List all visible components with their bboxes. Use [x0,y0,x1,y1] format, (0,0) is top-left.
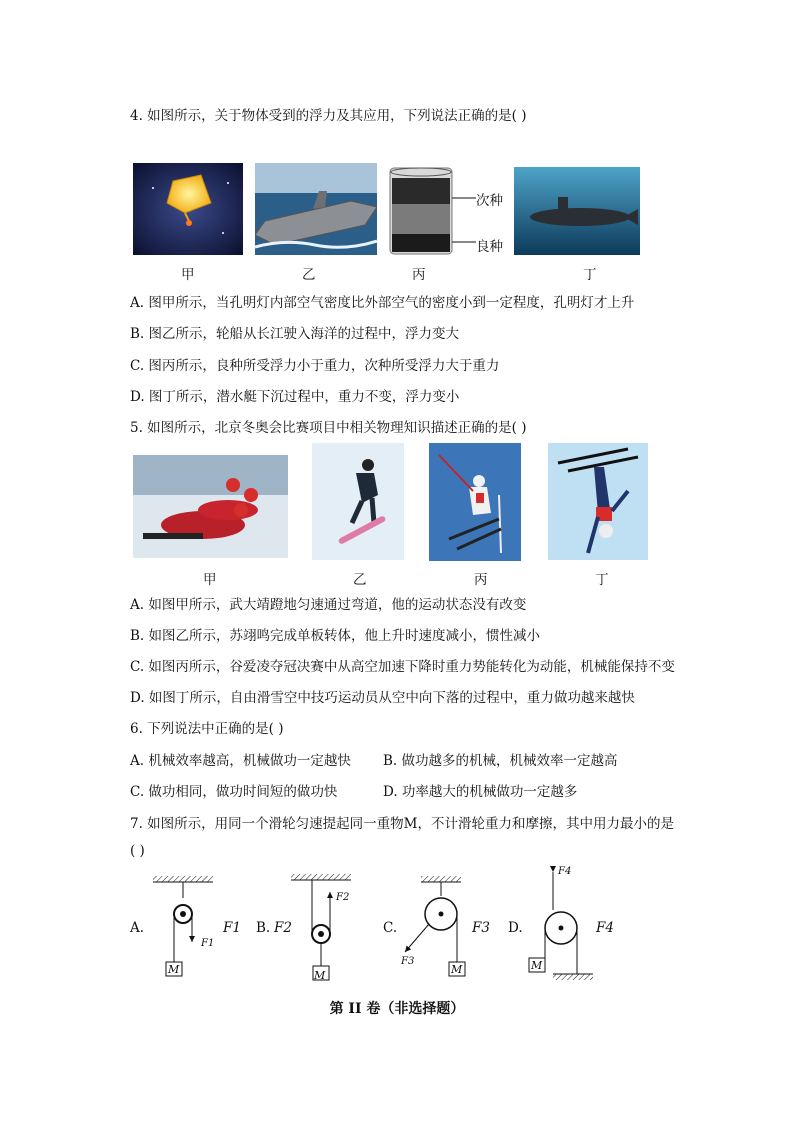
q5-image-aerials [548,443,648,560]
q5-image-snowboard [312,443,404,560]
q4-caption-yi: 乙 [302,267,316,283]
q6-option-a: A. 机械效率越高，机械做功一定越快 [130,753,351,769]
q4-option-d: D. 图丁所示，潜水艇下沉过程中，重力不变，浮力变小 [130,389,460,405]
q5-option-b: B. 如图乙所示，苏翊鸣完成单板转体，他上升时速度减小，惯性减小 [130,628,541,644]
q7-mass-d: M [531,959,543,972]
q6-option-c: C. 做功相同，做功时间短的做功快 [130,784,338,800]
q5-caption-jia: 甲 [203,572,217,588]
q7-stem: 7. 如图所示，用同一个滑轮匀速提起同一重物M，不计滑轮重力和摩擦，其中用力最小的是 [130,816,674,832]
label-seed-low: 次种 [476,193,503,209]
q4-caption-bing: 丙 [412,267,426,283]
section-title: 第 II 卷（非选择题） [329,1001,465,1017]
q7-opt-d: D. [508,920,523,936]
q7-mass-b: M [314,969,326,982]
q7-force-d-small: F4 [558,866,572,877]
q5-caption-bing: 丙 [474,572,488,588]
q7-force-a-small: F1 [201,938,215,949]
q5-stem: 5. 如图所示，北京冬奥会比赛项目中相关物理知识描述正确的是( ) [130,420,527,436]
q7-mass-c: M [451,963,463,976]
q5-caption-ding: 丁 [595,572,609,588]
q4-image-aircraft-carrier [255,163,377,255]
q4-option-a: A. 图甲所示，当孔明灯内部空气密度比外部空气的密度小到一定程度，孔明灯才上升 [130,295,635,311]
q6-option-b: B. 做功越多的机械，机械效率一定越高 [383,753,618,769]
q5-option-c: C. 如图丙所示，谷爱凌夺冠决赛中从高空加速下降时重力势能转化为动能，机械能保持不变 [130,659,675,675]
q4-image-seed-beaker [388,164,456,256]
label-seed-good: 良种 [476,239,503,255]
q5-caption-yi: 乙 [353,572,367,588]
q4-image-submarine [514,167,640,255]
pulley-b [291,874,351,980]
q7-mass-a: M [168,963,180,976]
q7-opt-c: C. [383,920,398,936]
pulley-a [153,876,213,976]
q4-caption-jia: 甲 [181,267,195,283]
q6-option-d: D. 功率越大的机械做功一定越多 [383,784,578,800]
q7-force-c: F3 [472,920,490,936]
q7-force-b: F2 [274,920,292,936]
q4-image-kongming-lantern [133,163,243,255]
q4-stem: 4. 如图所示，关于物体受到的浮力及其应用，下列说法正确的是( ) [130,108,527,124]
q7-opt-a: A. [130,920,145,936]
q7-force-d: F4 [596,920,614,936]
q7-force-a: F1 [223,920,241,936]
q5-image-speed-skating [133,455,288,558]
q7-force-b-small: F2 [336,892,350,903]
q7-opt-b: B. [256,920,271,936]
q4-option-c: C. 图丙所示，良种所受浮力小于重力，次种所受浮力大于重力 [130,358,500,374]
q5-option-a: A. 如图甲所示，武大靖蹬地匀速通过弯道，他的运动状态没有改变 [130,597,527,613]
q4-option-b: B. 图乙所示，轮船从长江驶入海洋的过程中，浮力变大 [130,326,460,342]
q7-pulley-diagrams [125,862,725,992]
q5-option-d: D. 如图丁所示，自由滑雪空中技巧运动员从空中向下落的过程中，重力做功越来越快 [130,690,635,706]
q7-paren: ( ) [130,843,145,859]
q7-force-c-small: F3 [401,956,415,967]
q4-caption-ding: 丁 [583,267,597,283]
q5-image-freeski [429,443,521,561]
q6-stem: 6. 下列说法中正确的是( ) [130,721,284,737]
